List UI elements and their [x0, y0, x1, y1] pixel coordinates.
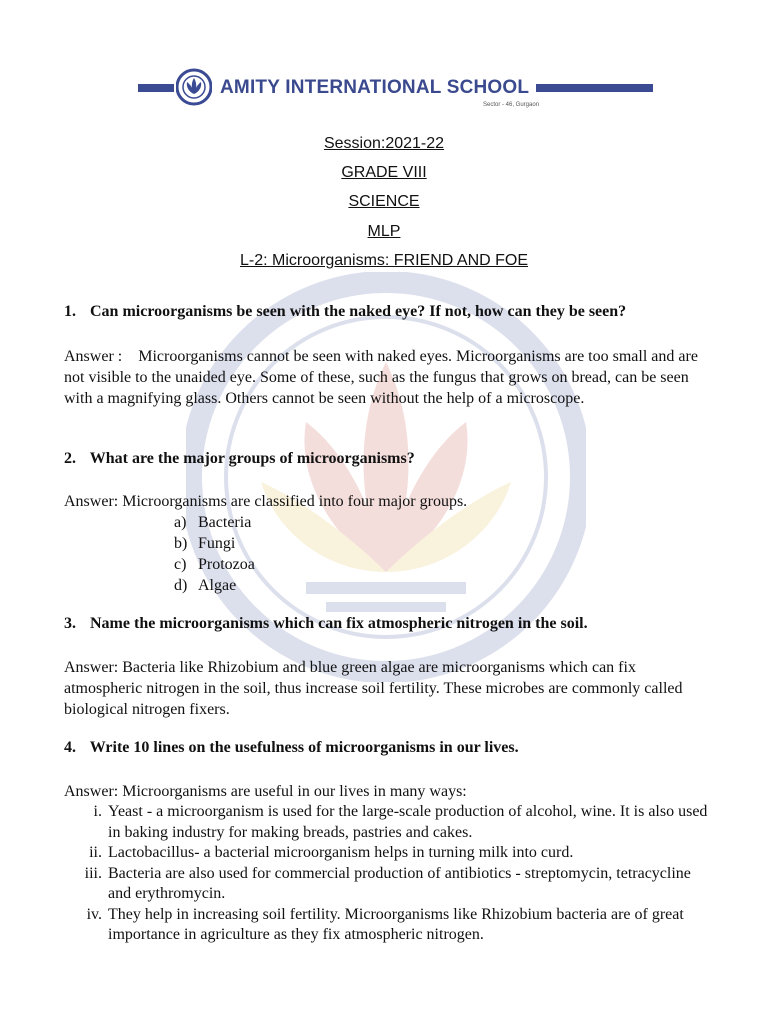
- answer-4: Answer: Microorganisms are useful in our lives in many ways:: [64, 783, 467, 800]
- question-text: Can microorganisms be seen with the naked eye? If not, how can they be seen?: [90, 303, 627, 320]
- question-number: 3.: [64, 615, 76, 632]
- question-text: Write 10 lines on the usefulness of microorganisms in our lives.: [89, 739, 519, 756]
- list-item: iv. They help in increasing soil fertility. Microorganisms like Rhizobium bacteria are of great importance in agriculture as they fix atmospheric nitrogen.: [86, 905, 684, 943]
- letterhead-bar-right: [536, 84, 653, 92]
- school-crest-icon: [176, 67, 212, 107]
- school-name: AMITY INTERNATIONAL SCHOOL: [220, 77, 530, 98]
- letterhead-bar-left: [138, 84, 174, 92]
- school-address: Sector - 46, Gurgaon: [483, 102, 540, 108]
- answer-3: Answer: Bacteria like Rhizobium and blue green algae are microorganisms which can fix atmospheric nitrogen in the soil, thus increase soil fertility. These microbes are commonly called biological nitrogen fixers.: [64, 659, 683, 718]
- question-2: [64, 450, 415, 468]
- question-number: 2.: [64, 450, 76, 467]
- list-item: b) Fungi: [174, 535, 236, 552]
- letterhead: [138, 62, 653, 118]
- list-item: a) Bacteria: [174, 514, 252, 531]
- usefulness-list: [60, 802, 712, 946]
- list-item: iii. Bacteria are also used for commercial production of antibiotics - streptomycin, tetracycline and erythromycin.: [84, 864, 691, 902]
- answer-2: Answer: Microorganisms are classified into four major groups.: [64, 493, 468, 510]
- question-text: Name the microorganisms which can fix atmospheric nitrogen in the soil.: [90, 615, 588, 632]
- type-heading: MLP: [367, 223, 401, 240]
- list-item: d) Algae: [174, 577, 237, 594]
- list-item: i. Yeast - a microorganism is used for the large-scale production of alcohol, wine. It is also used in baking industry for making breads, pastries and cakes.: [93, 803, 708, 841]
- question-4: [64, 739, 519, 757]
- microorganism-groups-list: [174, 512, 255, 596]
- lesson-heading: L-2: Microorganisms: FRIEND AND FOE: [239, 252, 529, 269]
- question-3: [64, 615, 588, 633]
- question-number: 4.: [64, 739, 76, 756]
- grade-heading: GRADE VIII: [341, 164, 427, 181]
- list-item: c) Protozoa: [174, 556, 255, 573]
- session-heading: Session:2021-22: [323, 135, 445, 152]
- subject-heading: SCIENCE: [348, 193, 420, 210]
- answer-1: Answer : Microorganisms cannot be seen with naked eyes. Microorganisms are too small and are not visible to the unaided eye. Some of these, such as the fungus that grows on bread, can be seen with a magnifying glass. Others cannot be seen without the help of a microscope.: [64, 348, 702, 407]
- list-item: ii. Lactobacillus- a bacterial microorganism helps in turning milk into curd.: [89, 844, 574, 861]
- question-number: 1.: [64, 303, 76, 320]
- question-1: [64, 303, 626, 321]
- question-text: What are the major groups of microorganisms?: [89, 450, 415, 467]
